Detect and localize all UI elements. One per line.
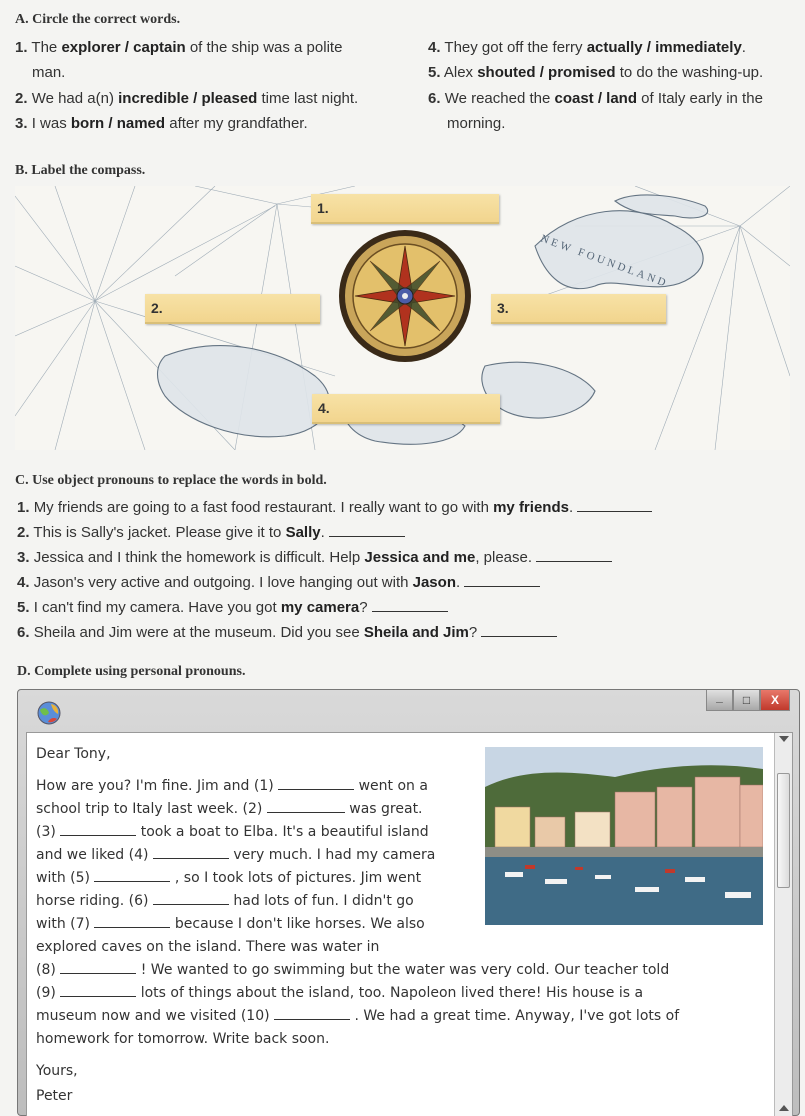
scroll-down-arrow[interactable] xyxy=(779,1105,789,1111)
email-window xyxy=(17,689,800,1116)
exercise-a-item: 2. We had a(n) incredible / pleased time last night. xyxy=(15,90,359,107)
answer-blank[interactable] xyxy=(60,983,136,997)
compass-map xyxy=(15,186,790,450)
letter-line: (3) took a boat to Elba. It's a beautiful island xyxy=(36,824,429,840)
letter-line: school trip to Italy last week. (2) was great. xyxy=(36,801,423,817)
letter-closing: Yours, xyxy=(36,1063,78,1079)
answer-blank[interactable] xyxy=(464,573,540,587)
answer-blank[interactable] xyxy=(60,822,136,836)
compass-label-west[interactable]: 2. xyxy=(145,294,320,324)
scroll-up-arrow[interactable] xyxy=(779,736,789,742)
compass-label-east[interactable]: 3. xyxy=(491,294,666,324)
letter-greeting: Dear Tony, xyxy=(36,746,111,762)
letter-line: homework for tomorrow. Write back soon. xyxy=(36,1031,330,1047)
letter-line: How are you? I'm fine. Jim and (1) went on a xyxy=(36,778,428,794)
app-globe-icon xyxy=(36,700,62,726)
minimize-button[interactable]: _ xyxy=(706,690,733,711)
answer-blank[interactable] xyxy=(153,891,229,905)
vertical-scrollbar[interactable] xyxy=(774,733,792,1116)
scroll-thumb[interactable] xyxy=(777,773,790,888)
exercise-c-item: 4. Jason's very active and outgoing. I love hanging out with Jason. xyxy=(17,570,540,595)
answer-blank[interactable] xyxy=(481,623,557,637)
answer-blank[interactable] xyxy=(278,776,354,790)
section-b-title: B. Label the compass. xyxy=(15,163,146,178)
letter-line: museum now and we visited (10) . We had a great time. Anyway, I've got lots of xyxy=(36,1008,680,1024)
letter-line: with (5) , so I took lots of pictures. Jim went xyxy=(36,870,422,886)
answer-blank[interactable] xyxy=(94,868,170,882)
exercise-a-item: 1. The explorer / captain of the ship was a polite xyxy=(15,39,343,56)
exercise-a-item: 5. Alex shouted / promised to do the washing-up. xyxy=(428,64,764,81)
answer-blank[interactable] xyxy=(536,548,612,562)
compass-label-north[interactable]: 1. xyxy=(311,194,499,224)
answer-blank[interactable] xyxy=(153,845,229,859)
answer-blank[interactable] xyxy=(267,799,345,813)
map-region-label: NEW FOUNDLAND xyxy=(538,232,670,291)
close-button[interactable]: X xyxy=(760,690,790,711)
exercise-c-item: 3. Jessica and I think the homework is difficult. Help Jessica and me, please. xyxy=(17,545,612,570)
exercise-a-item: 4. They got off the ferry actually / immediately. xyxy=(428,39,746,56)
compass-rose-icon xyxy=(339,230,471,362)
compass-label-south[interactable]: 4. xyxy=(312,394,500,424)
answer-blank[interactable] xyxy=(329,523,405,537)
answer-blank[interactable] xyxy=(274,1006,350,1020)
answer-blank[interactable] xyxy=(577,498,652,512)
harbour-photo xyxy=(485,747,763,925)
letter-line: horse riding. (6) had lots of fun. I didn't go xyxy=(36,893,414,909)
letter-line: and we liked (4) very much. I had my camera xyxy=(36,847,436,863)
letter-line: with (7) because I don't like horses. We also xyxy=(36,916,425,932)
answer-blank[interactable] xyxy=(60,960,136,974)
section-c-title: C. Use object pronouns to replace the words in bold. xyxy=(15,473,327,488)
letter-content xyxy=(26,732,793,1116)
maximize-button[interactable]: □ xyxy=(733,690,760,711)
letter-line: (8) ! We wanted to go swimming but the water was very cold. Our teacher told xyxy=(36,962,670,978)
exercise-a-item: morning. xyxy=(447,115,506,132)
exercise-c-item: 6. Sheila and Jim were at the museum. Did you see Sheila and Jim? xyxy=(17,620,557,645)
section-d-title: D. Complete using personal pronouns. xyxy=(17,664,246,679)
letter-signature: Peter xyxy=(36,1088,73,1104)
answer-blank[interactable] xyxy=(372,598,448,612)
exercise-a-item: man. xyxy=(32,64,66,81)
exercise-c-item: 5. I can't find my camera. Have you got my camera? xyxy=(17,595,448,620)
exercise-c-item: 1. My friends are going to a fast food restaurant. I really want to go with my friends. xyxy=(17,495,652,520)
exercise-a-item: 6. We reached the coast / land of Italy early in the xyxy=(428,90,763,107)
section-a-title: A. Circle the correct words. xyxy=(15,12,181,27)
answer-blank[interactable] xyxy=(94,914,170,928)
letter-line: explored caves on the island. There was water in xyxy=(36,939,380,955)
letter-line: (9) lots of things about the island, too. Napoleon lived there! His house is a xyxy=(36,985,644,1001)
exercise-c-item: 2. This is Sally's jacket. Please give it to Sally. xyxy=(17,520,405,545)
exercise-a-item: 3. I was born / named after my grandfather. xyxy=(15,115,308,132)
